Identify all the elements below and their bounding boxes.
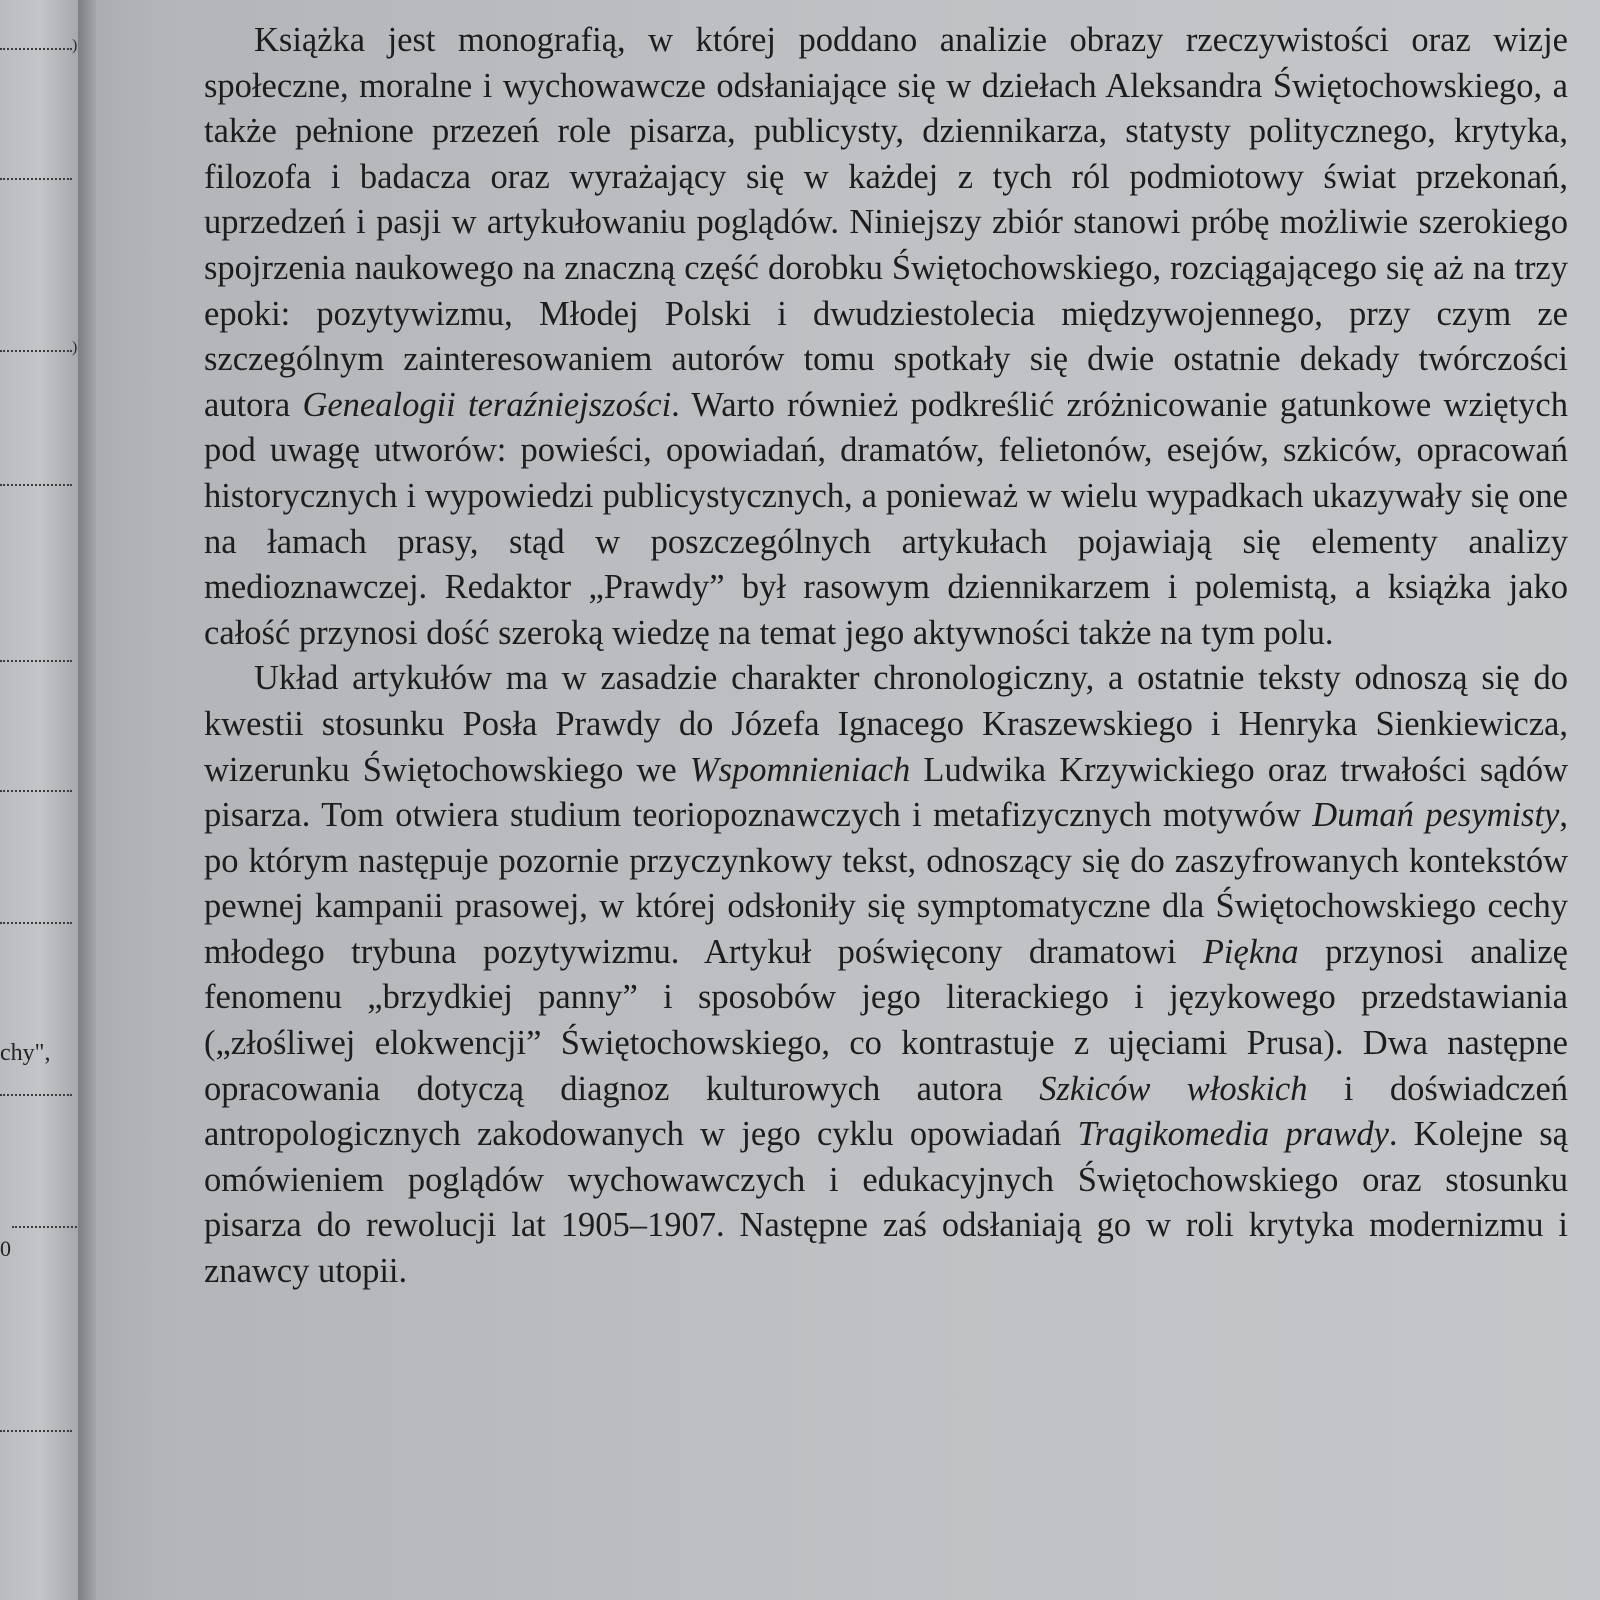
text-run: , po którym następuje pozornie przyczynkowy tekst, odnoszący się do zaszyfrowanych kontekstów pewnej kampanii prasowej, w której odsłoniły się symptomatyczne dla Świętochowskiego cechy młodego trybuna pozytywizmu. Artykuł poświęcony dramatowi	[204, 796, 1568, 971]
toc-leader-dots	[0, 1084, 82, 1100]
text-run: Układ artykułów ma w zasadzie charakter chronologiczny, a ostatnie teksty odnoszą się do kwestii stosunku Posła Prawdy do Józefa Ignacego Kraszewskiego i Henryka Sienkiewicza, wizerunku Świętochowskiego we	[204, 659, 1568, 789]
text-run: i doświadczeń antropologicznych zakodowanych w jego cyklu opowiadań	[204, 1069, 1569, 1154]
italic-title: Genealogii teraźniejszości	[302, 385, 672, 424]
text-run: . Warto również podkreślić zróżnicowanie gatunkowe wziętych pod uwagę utworów: powieści, opowiadań, dramatów, felietonów, esejów, szkiców, opracowań historycznych i wypowiedzi publicystycznych, a ponieważ w wielu wypadkach ukazywały się one na łamach prasy, stąd w poszczególnych artykułach pojawiają się elementy analizy medioznawczej. Redaktor „Prawdy” był rasowym dziennikarzem i polemistą, a książka jako całość przynosi dość szeroką wiedzę na temat jego aktywności także na tym polu.	[204, 385, 1568, 652]
book-gutter	[78, 0, 96, 1600]
italic-title: Piękna	[1202, 932, 1299, 971]
toc-leader-dots	[12, 1216, 84, 1232]
toc-leader-dots: )	[0, 38, 82, 54]
left-page-edge	[0, 0, 84, 1600]
body-text	[204, 18, 1568, 1295]
toc-leader-dots: )	[0, 340, 82, 356]
toc-leader-dots	[0, 1420, 82, 1436]
text-run: przynosi analizę fenomenu „brzydkiej panny” i sposobów jego literackiego i językowego przedstawiania („złośliwej elokwencji” Świętochowskiego, co kontrastuje z ujęciami Prusa). Dwa następne opracowania dotyczą diagnoz kulturowych autora	[204, 932, 1568, 1108]
toc-fragment: 0	[0, 1236, 11, 1261]
paragraph-2	[204, 656, 1568, 1294]
text-run: Książka jest monografią, w której poddano analizie obrazy rzeczywistości oraz wizje społeczne, moralne i wychowawcze odsłaniające się w dziełach Aleksandra Świętochowskiego, a także pełnione przezeń role pisarza, publicysty, dziennikarza, statysty politycznego, krytyka, filozofa i badacza oraz wyrażający się w każdej z tych ról podmiotowy świat przekonań, uprzedzeń i pasji w artykułowaniu poglądów. Niniejszy zbiór stanowi próbę możliwie szerokiego spojrzenia naukowego na znaczną część dorobku Świętochowskiego, rozciągającego się aż na trzy epoki: pozytywizmu, Młodej Polski i dwudziestolecia międzywojennego, przy czym ze szczególnym zainteresowaniem autorów tomu spotkały się dwie ostatnie dekady twórczości autora	[204, 21, 1568, 424]
toc-leader-dots	[0, 168, 82, 184]
right-page	[96, 0, 1600, 1600]
text-run: . Kolejne są omówieniem poglądów wychowawczych i edukacyjnych Świętochowskiego oraz stosunku pisarza do rewolucji lat 1905–1907. Następne zaś odsłaniają go w roli krytyka modernizmu i znawcy utopii.	[204, 1115, 1568, 1291]
paragraph-1	[204, 18, 1568, 656]
toc-leader-dots	[0, 474, 82, 490]
italic-title: Wspomnieniach	[689, 750, 911, 789]
toc-leader-dots	[0, 912, 82, 928]
italic-title: Tragikomedia prawdy	[1077, 1115, 1389, 1154]
italic-title: Szkiców włoskich	[1039, 1069, 1308, 1108]
toc-leader-dots	[0, 780, 82, 796]
toc-leader-dots	[0, 650, 82, 666]
text-run: Ludwika Krzywickiego oraz trwałości sądów pisarza. Tom otwiera studium teoriopoznawczych i metafizycznych motywów	[204, 750, 1568, 835]
italic-title: Dumań pesymisty	[1312, 796, 1560, 835]
toc-fragment: chy",	[0, 1040, 51, 1066]
